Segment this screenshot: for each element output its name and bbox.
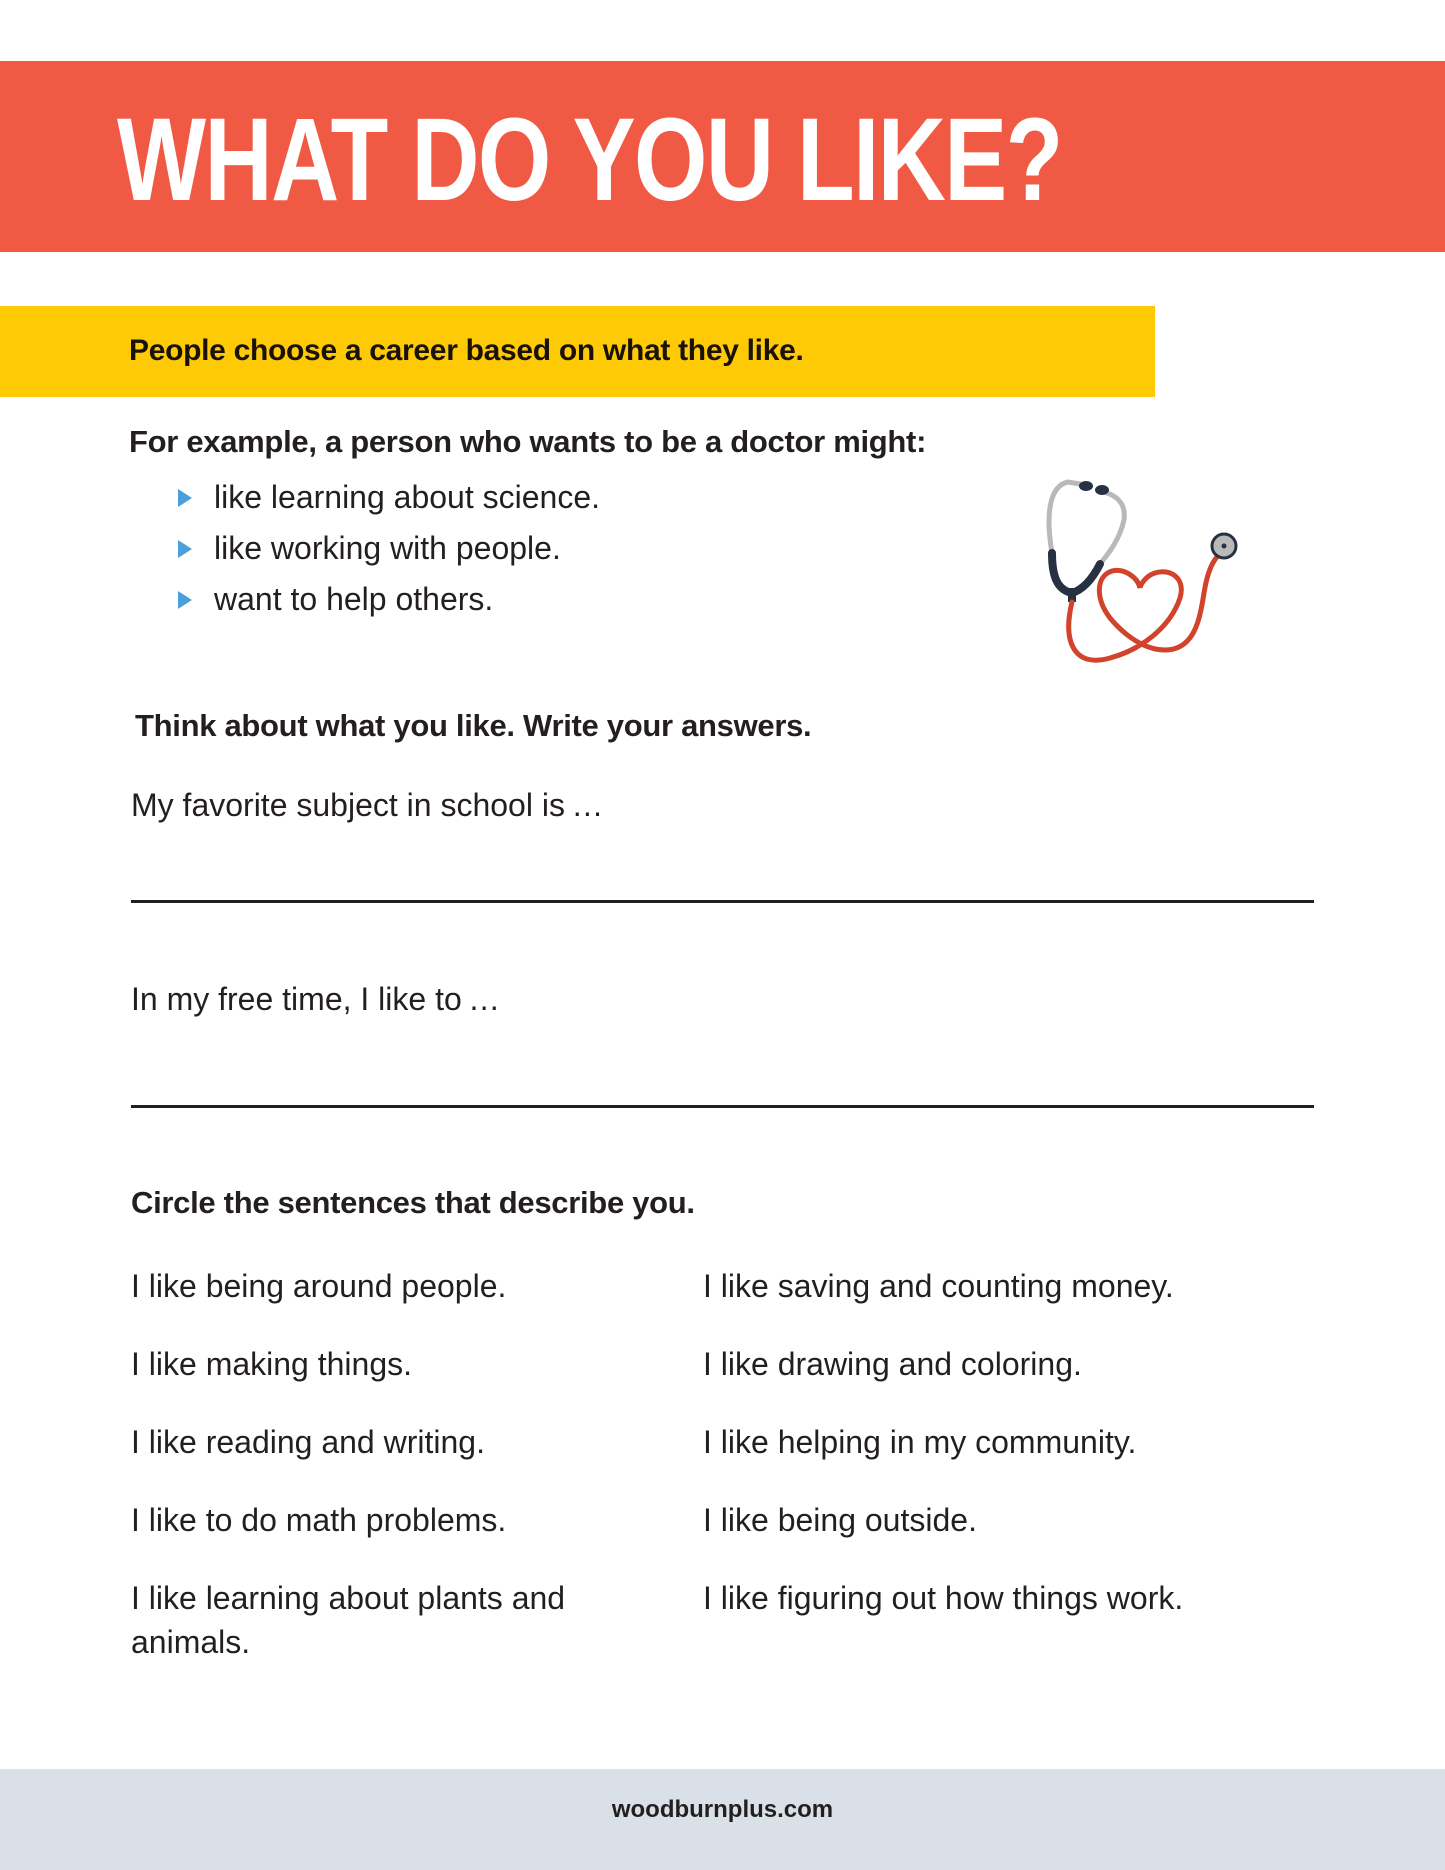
answer-line-free-time[interactable] — [131, 1105, 1314, 1108]
prompt-free-time: In my free time, I like to … — [131, 981, 501, 1017]
triangle-bullet-icon — [178, 591, 192, 609]
bullet-text: want to help others. — [214, 581, 494, 617]
statement-item[interactable]: I like to do math problems. — [131, 1502, 507, 1538]
example-bullet-list — [178, 472, 600, 625]
triangle-bullet-icon — [178, 540, 192, 558]
title-banner — [0, 61, 1445, 252]
list-item — [178, 574, 600, 625]
list-item — [178, 472, 600, 523]
footer — [0, 1769, 1445, 1870]
statement-item[interactable]: I like drawing and coloring. — [703, 1346, 1082, 1382]
statement-item[interactable]: I like making things. — [131, 1346, 413, 1382]
bullet-text: like learning about science. — [214, 479, 601, 515]
callout-banner — [0, 306, 1155, 397]
page-title: WHAT DO YOU LIKE? — [117, 94, 1062, 226]
statement-item[interactable]: I like learning about plants and animals. — [131, 1580, 566, 1660]
prompt-favorite-subject: My favorite subject in school is … — [131, 787, 604, 823]
write-section-heading: Think about what you like. Write your answers. — [135, 708, 812, 743]
statement-item[interactable]: I like reading and writing. — [131, 1424, 485, 1460]
footer-website: woodburnplus.com — [611, 1796, 834, 1823]
statement-item[interactable]: I like figuring out how things work. — [703, 1580, 1184, 1616]
statement-item[interactable]: I like helping in my community. — [703, 1424, 1137, 1460]
statement-item[interactable]: I like being around people. — [131, 1268, 507, 1304]
bullet-text: like working with people. — [214, 530, 561, 566]
callout-text: People choose a career based on what they like. — [129, 334, 804, 367]
circle-section-heading: Circle the sentences that describe you. — [131, 1185, 695, 1220]
stethoscope-heart-icon — [1020, 468, 1240, 668]
triangle-bullet-icon — [178, 489, 192, 507]
statement-item[interactable]: I like saving and counting money. — [703, 1268, 1174, 1304]
example-intro: For example, a person who wants to be a doctor might: — [129, 424, 927, 459]
answer-line-favorite-subject[interactable] — [131, 900, 1314, 903]
list-item — [178, 523, 600, 574]
statement-item[interactable]: I like being outside. — [703, 1502, 977, 1538]
